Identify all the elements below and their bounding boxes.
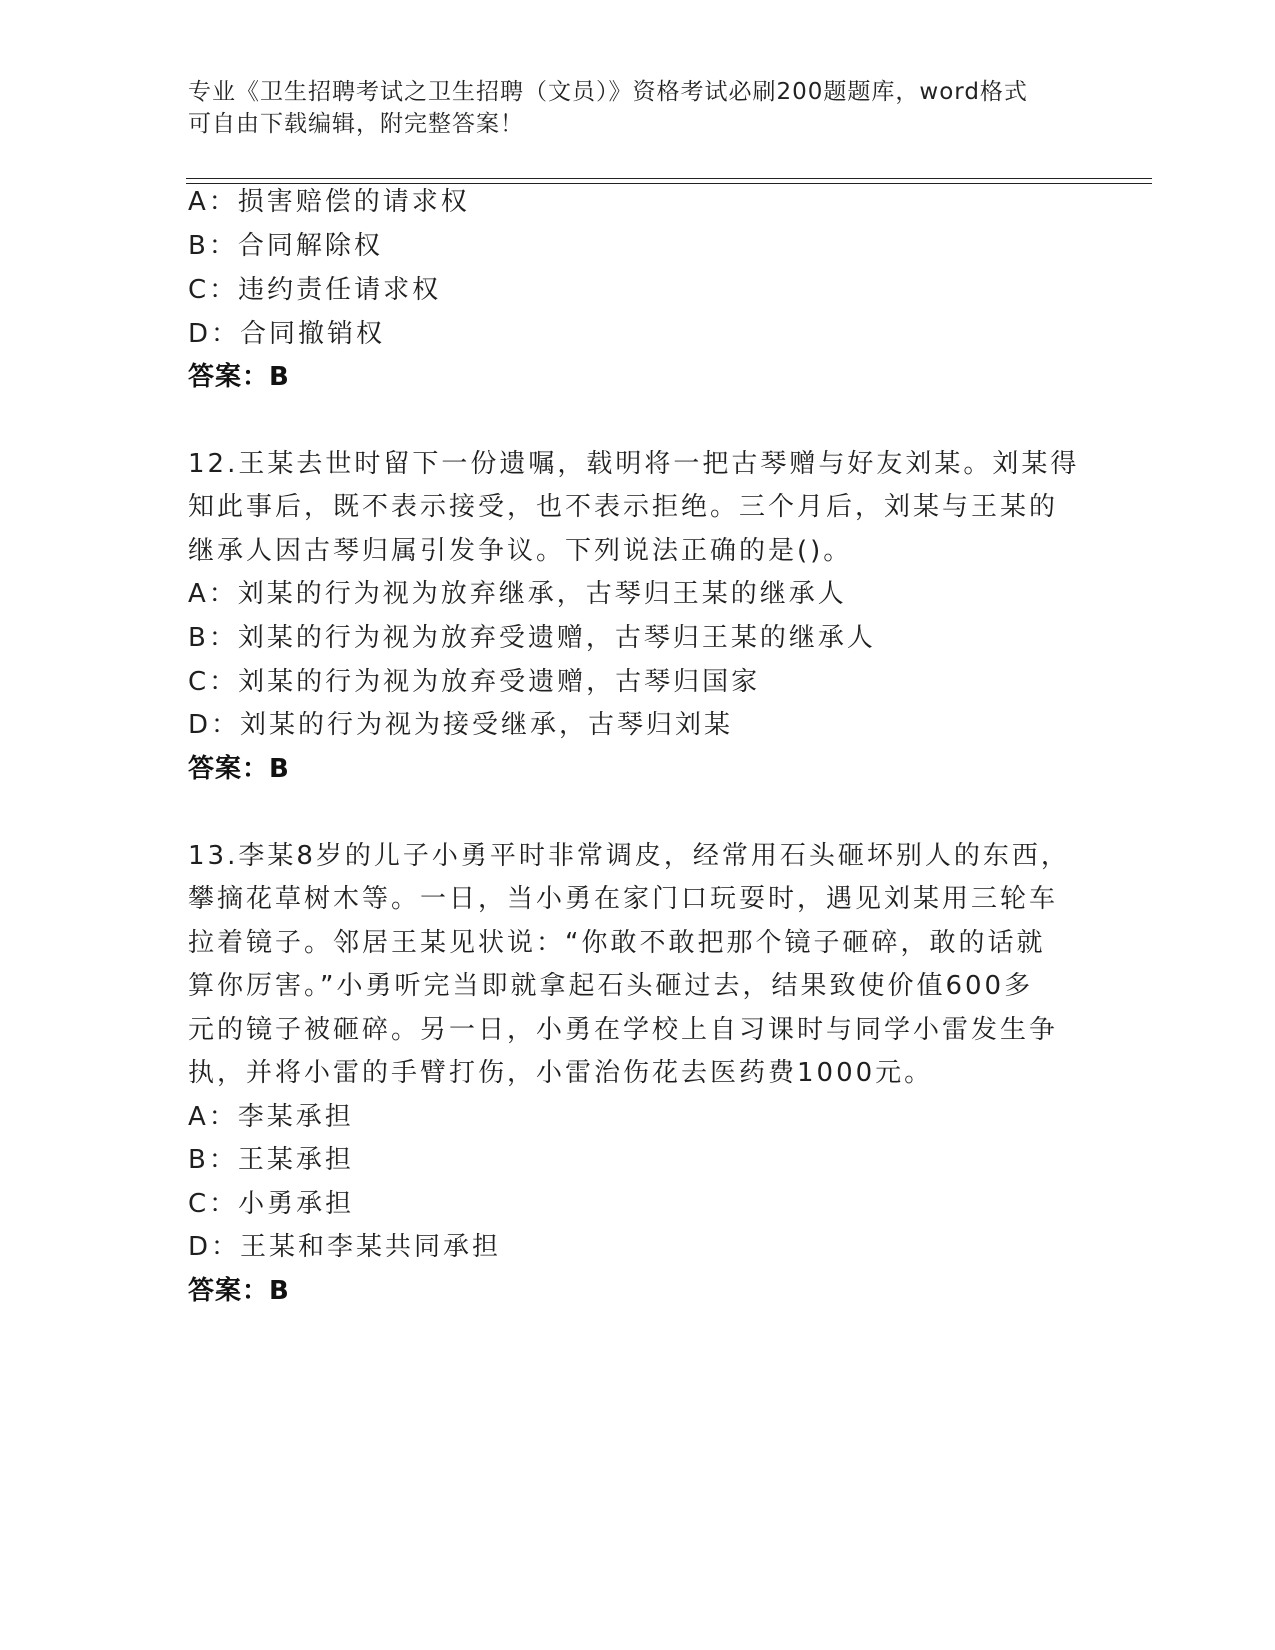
q12-option-b: B：刘某的行为视为放弃受遗赠，古琴归王某的继承人 (188, 623, 876, 653)
q12-option-c: C：刘某的行为视为放弃受遗赠，古琴归国家 (188, 667, 761, 697)
q13-option-a: A：李某承担 (188, 1102, 354, 1132)
q12-stem-line-3: 继承人因古琴归属引发争议。下列说法正确的是()。 (188, 536, 853, 566)
q12-option-d: D：刘某的行为视为接受继承，古琴归刘某 (188, 710, 734, 740)
q13-stem-line-2: 攀摘花草树木等。一日，当小勇在家门口玩耍时，遇见刘某用三轮车 (188, 884, 1059, 914)
q13-stem-line-5: 元的镜子被砸碎。另一日，小勇在学校上自习课时与同学小雷发生争 (188, 1015, 1059, 1045)
header-divider-bottom (186, 183, 1152, 184)
q12-answer: 答案：B (188, 754, 290, 784)
q12-stem-line-2: 知此事后，既不表示接受，也不表示拒绝。三个月后，刘某与王某的 (188, 492, 1059, 522)
q13-option-c: C：小勇承担 (188, 1189, 355, 1219)
q13-stem-line-1: 13.李某8岁的儿子小勇平时非常调皮，经常用石头砸坏别人的东西， (188, 841, 1070, 871)
header-line-2: 可自由下载编辑，附完整答案！ (188, 111, 524, 137)
q11-answer: 答案：B (188, 362, 290, 392)
q13-answer: 答案：B (188, 1276, 290, 1306)
document-header (188, 76, 1088, 140)
header-line-1: 专业《卫生招聘考试之卫生招聘（文员）》资格考试必刷200题题库，word格式 (188, 79, 1028, 105)
q11-option-c: C：违约责任请求权 (188, 275, 442, 305)
q13-stem-line-6: 执，并将小雷的手臂打伤，小雷治伤花去医药费1000元。 (188, 1058, 934, 1088)
q11-option-a: A：损害赔偿的请求权 (188, 187, 470, 217)
q11-option-b: B：合同解除权 (188, 231, 383, 261)
q12-option-a: A：刘某的行为视为放弃继承，古琴归王某的继承人 (188, 579, 847, 609)
q12-stem-line-1: 12.王某去世时留下一份遗嘱，载明将一把古琴赠与好友刘某。刘某得 (188, 449, 1080, 479)
q13-stem-line-4: 算你厉害。”小勇听完当即就拿起石头砸过去，结果致使价值600多 (188, 971, 1034, 1001)
q11-option-d: D：合同撤销权 (188, 319, 386, 349)
q13-option-b: B：王某承担 (188, 1145, 354, 1175)
header-divider-top (186, 178, 1152, 179)
q13-stem-line-3: 拉着镜子。邻居王某见状说：“你敢不敢把那个镜子砸碎，敢的话就 (188, 928, 1046, 958)
q13-option-d: D：王某和李某共同承担 (188, 1232, 502, 1262)
